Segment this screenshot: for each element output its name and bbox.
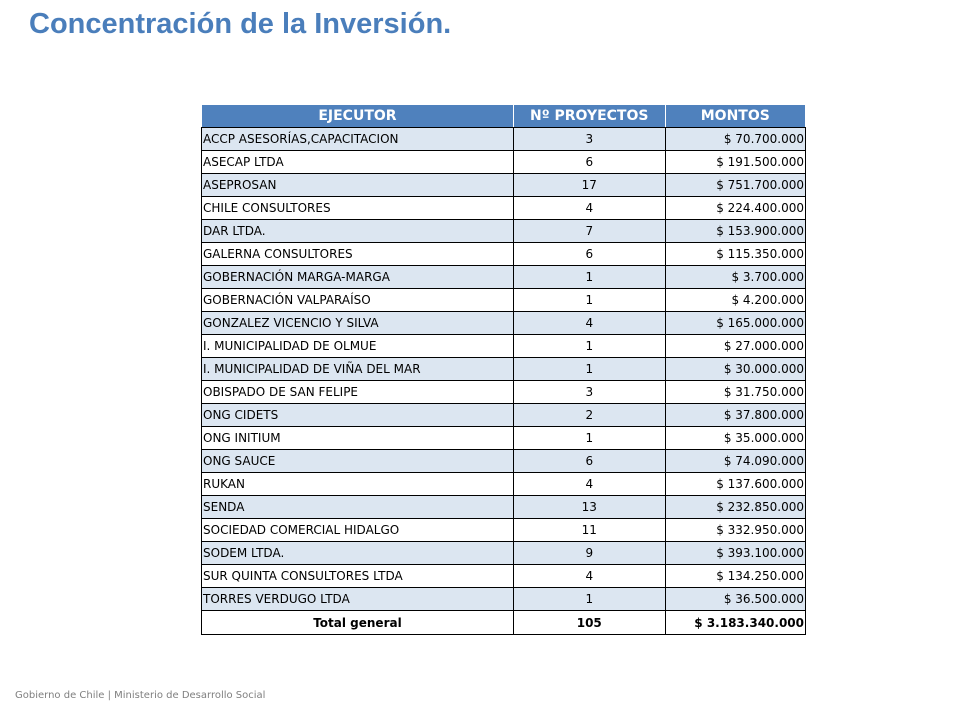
ejecutor-cell: GONZALEZ VICENCIO Y SILVA — [202, 312, 514, 335]
projects-cell: 4 — [513, 197, 665, 220]
amount-cell: $ 153.900.000 — [665, 220, 805, 243]
table-row — [202, 335, 806, 358]
table-row — [202, 427, 806, 450]
table-row — [202, 312, 806, 335]
projects-cell: 1 — [513, 358, 665, 381]
projects-cell: 6 — [513, 151, 665, 174]
projects-cell: 4 — [513, 312, 665, 335]
amount-cell: $ 70.700.000 — [665, 128, 805, 151]
ejecutor-cell: I. MUNICIPALIDAD DE VIÑA DEL MAR — [202, 358, 514, 381]
projects-cell: 1 — [513, 289, 665, 312]
amount-cell: $ 751.700.000 — [665, 174, 805, 197]
amount-cell: $ 36.500.000 — [665, 588, 805, 611]
amount-cell: $ 232.850.000 — [665, 496, 805, 519]
ejecutor-cell: SOCIEDAD COMERCIAL HIDALGO — [202, 519, 514, 542]
projects-cell: 1 — [513, 266, 665, 289]
table-row — [202, 496, 806, 519]
table-row — [202, 174, 806, 197]
page-title: Concentración de la Inversión. — [29, 8, 452, 40]
ejecutor-cell: OBISPADO DE SAN FELIPE — [202, 381, 514, 404]
projects-cell: 1 — [513, 335, 665, 358]
ejecutor-cell: SENDA — [202, 496, 514, 519]
ejecutor-cell: ACCP ASESORÍAS,CAPACITACION — [202, 128, 514, 151]
table-row — [202, 519, 806, 542]
amount-cell: $ 4.200.000 — [665, 289, 805, 312]
amount-cell: $ 27.000.000 — [665, 335, 805, 358]
projects-cell: 2 — [513, 404, 665, 427]
amount-cell: $ 332.950.000 — [665, 519, 805, 542]
amount-cell: $ 191.500.000 — [665, 151, 805, 174]
projects-cell: 1 — [513, 427, 665, 450]
table-row — [202, 404, 806, 427]
projects-cell: 9 — [513, 542, 665, 565]
header-montos: MONTOS — [665, 105, 805, 128]
ejecutor-cell: GOBERNACIÓN VALPARAÍSO — [202, 289, 514, 312]
ejecutor-cell: ASEPROSAN — [202, 174, 514, 197]
ejecutor-cell: SUR QUINTA CONSULTORES LTDA — [202, 565, 514, 588]
table-row — [202, 243, 806, 266]
amount-cell: $ 37.800.000 — [665, 404, 805, 427]
table-row — [202, 565, 806, 588]
amount-cell: $ 30.000.000 — [665, 358, 805, 381]
header-ejecutor: EJECUTOR — [202, 105, 514, 128]
projects-cell: 11 — [513, 519, 665, 542]
projects-cell: 3 — [513, 128, 665, 151]
table-row — [202, 542, 806, 565]
amount-cell: $ 393.100.000 — [665, 542, 805, 565]
total-projects: 105 — [513, 611, 665, 635]
amount-cell: $ 31.750.000 — [665, 381, 805, 404]
ejecutor-cell: DAR LTDA. — [202, 220, 514, 243]
total-amount: $ 3.183.340.000 — [665, 611, 805, 635]
projects-cell: 6 — [513, 243, 665, 266]
ejecutor-cell: SODEM LTDA. — [202, 542, 514, 565]
total-label: Total general — [202, 611, 514, 635]
projects-cell: 3 — [513, 381, 665, 404]
amount-cell: $ 3.700.000 — [665, 266, 805, 289]
table-header-row — [202, 105, 806, 128]
projects-cell: 13 — [513, 496, 665, 519]
projects-cell: 4 — [513, 473, 665, 496]
projects-cell: 7 — [513, 220, 665, 243]
ejecutor-cell: I. MUNICIPALIDAD DE OLMUE — [202, 335, 514, 358]
ejecutor-cell: CHILE CONSULTORES — [202, 197, 514, 220]
amount-cell: $ 74.090.000 — [665, 450, 805, 473]
projects-cell: 4 — [513, 565, 665, 588]
table-row — [202, 358, 806, 381]
table-row — [202, 473, 806, 496]
ejecutor-cell: GOBERNACIÓN MARGA-MARGA — [202, 266, 514, 289]
table-row — [202, 197, 806, 220]
ejecutor-cell: ONG SAUCE — [202, 450, 514, 473]
table-row — [202, 381, 806, 404]
header-num-proyectos: Nº PROYECTOS — [513, 105, 665, 128]
amount-cell: $ 115.350.000 — [665, 243, 805, 266]
footer-text: Gobierno de Chile | Ministerio de Desarrollo Social — [15, 690, 266, 701]
ejecutor-cell: RUKAN — [202, 473, 514, 496]
amount-cell: $ 165.000.000 — [665, 312, 805, 335]
amount-cell: $ 134.250.000 — [665, 565, 805, 588]
ejecutor-cell: ONG CIDETS — [202, 404, 514, 427]
ejecutor-cell: TORRES VERDUGO LTDA — [202, 588, 514, 611]
table-row — [202, 588, 806, 611]
table-row — [202, 266, 806, 289]
ejecutor-cell: GALERNA CONSULTORES — [202, 243, 514, 266]
table-row — [202, 128, 806, 151]
investment-table — [201, 104, 806, 635]
projects-cell: 17 — [513, 174, 665, 197]
amount-cell: $ 35.000.000 — [665, 427, 805, 450]
table-row — [202, 220, 806, 243]
ejecutor-cell: ASECAP LTDA — [202, 151, 514, 174]
projects-cell: 1 — [513, 588, 665, 611]
projects-cell: 6 — [513, 450, 665, 473]
amount-cell: $ 137.600.000 — [665, 473, 805, 496]
table-row — [202, 289, 806, 312]
table-row — [202, 450, 806, 473]
table-row — [202, 151, 806, 174]
amount-cell: $ 224.400.000 — [665, 197, 805, 220]
ejecutor-cell: ONG INITIUM — [202, 427, 514, 450]
total-row — [202, 611, 806, 635]
table-body — [202, 128, 806, 611]
